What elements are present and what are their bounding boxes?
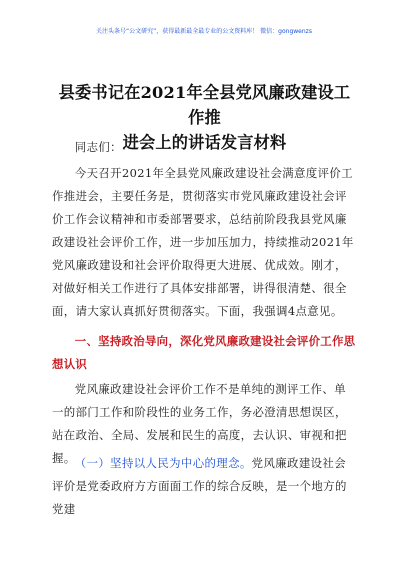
intro-paragraph: 今天召开2021年全县党风廉政建设社会满意度评价工作推进会，主要任务是，贯彻落实市党风廉政建设社会评价工作会议精神和市委部署要求，总结前阶段我县党风廉政建设社会评价工作，进一步加压加力，持续推动2021年党风廉政建设和社会评价取得更大进展、优成效。刚才，对做好相关工作进行了具体安排部署，讲得很清楚、很全面，请大家认真抓好贯彻落实。下面，我强调4点意见。 xyxy=(52,166,354,318)
title-line-2: 进会上的讲话发言材料 xyxy=(122,133,287,152)
salutation: 同志们： xyxy=(74,140,122,154)
subsection-1-text: 党风廉政建设社会评价是党委政府方方面面工作的综合反映，是一个地方的党建 xyxy=(52,456,347,516)
header-banner: 关注头条号“公文研究”，获得最新最全最专业的公文资料库！ 微信：gongwenzs xyxy=(96,28,312,35)
title-line-1: 县委书记在2021年全县党风廉政建设工作推 xyxy=(58,83,351,127)
section-1-heading: 一、坚持政治导向，深化党风廉政建设社会评价工作思想认识 xyxy=(52,334,356,371)
subsection-1-paragraph xyxy=(52,452,357,521)
section-1-paragraph: 党风廉政建设社会评价工作不是单纯的测评工作、单一的部门工作和阶段性的业务工作，务必澄清思想误区，站在政治、全局、发展和民生的高度，去认识、审视和把握。 xyxy=(52,382,347,465)
subsection-1-heading: （一）坚持以人民为中心的理念。 xyxy=(74,456,252,470)
